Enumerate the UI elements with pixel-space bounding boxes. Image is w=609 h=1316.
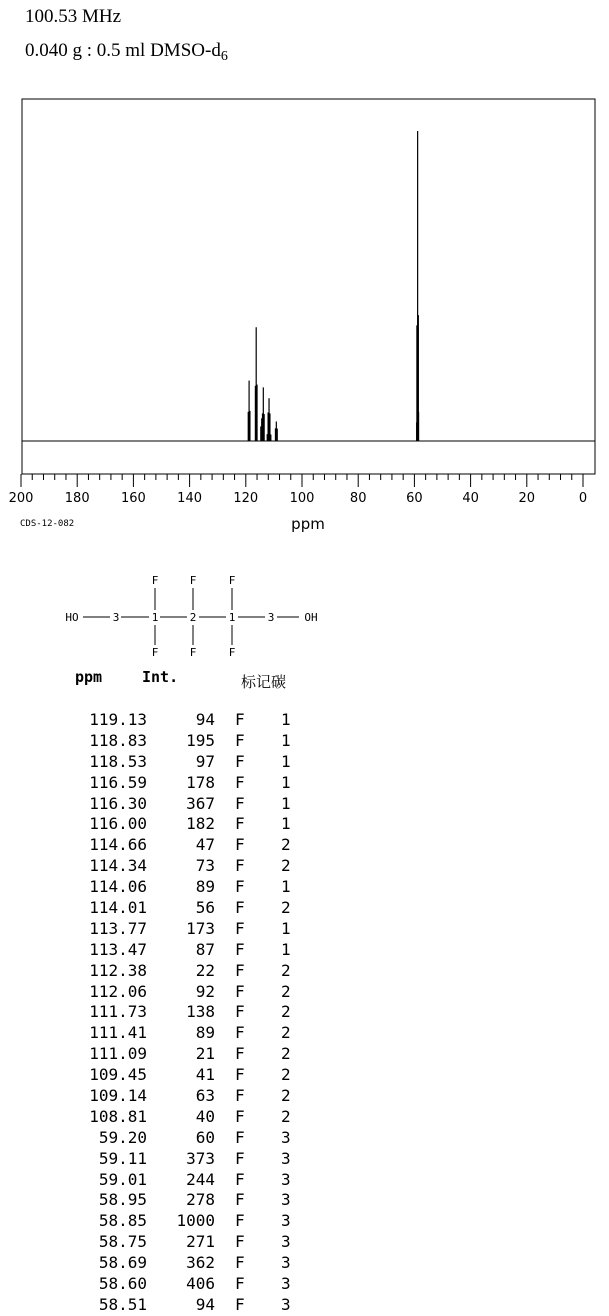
cell-carbon: 1 (281, 772, 291, 792)
table-row (75, 856, 315, 877)
cell-ppm: 59.20 (98, 1127, 147, 1147)
table-row (75, 1023, 315, 1044)
cell-intensity: 21 (195, 1044, 215, 1064)
cell-ppm: 59.01 (98, 1169, 147, 1189)
carbon-atom: 2 (189, 611, 197, 624)
cell-intensity: 1000 (176, 1211, 215, 1231)
cell-carbon: 2 (281, 1044, 291, 1064)
cell-carbon: 3 (281, 1148, 291, 1168)
cell-ppm: 116.30 (89, 793, 147, 813)
cell-substituent: F (235, 1044, 245, 1064)
cell-ppm: 112.06 (89, 981, 147, 1001)
table-row (75, 982, 315, 1003)
cell-substituent: F (235, 1294, 245, 1314)
cell-intensity: 60 (195, 1127, 215, 1147)
cell-substituent: F (235, 1253, 245, 1273)
cell-carbon: 1 (281, 730, 291, 750)
table-row (75, 752, 315, 773)
cell-substituent: F (235, 1023, 245, 1043)
fluorine-atom: F (189, 574, 197, 587)
cell-ppm: 116.00 (89, 814, 147, 834)
cell-intensity: 367 (186, 793, 215, 813)
cell-substituent: F (235, 960, 245, 980)
cell-intensity: 278 (186, 1190, 215, 1210)
cell-carbon: 2 (281, 1023, 291, 1043)
table-row (75, 919, 315, 940)
cell-substituent: F (235, 751, 245, 771)
column-header-intensity: Int. (142, 668, 179, 686)
cell-carbon: 2 (281, 1106, 291, 1126)
cell-ppm: 113.47 (89, 939, 147, 959)
x-tick-label: 200 (8, 491, 34, 506)
cell-carbon: 3 (281, 1169, 291, 1189)
cell-intensity: 92 (195, 981, 215, 1001)
cell-carbon: 1 (281, 710, 291, 729)
cell-carbon: 3 (281, 1127, 291, 1147)
table-row (75, 794, 315, 815)
cell-ppm: 112.38 (89, 960, 147, 980)
cell-intensity: 97 (195, 751, 215, 771)
x-tick-label: 80 (349, 491, 367, 506)
cell-carbon: 2 (281, 835, 291, 855)
peak-table (75, 710, 315, 1316)
cell-carbon: 3 (281, 1211, 291, 1231)
cell-ppm: 109.14 (89, 1086, 147, 1106)
fluorine-atom: F (228, 574, 236, 587)
cell-intensity: 63 (195, 1086, 215, 1106)
table-row (75, 1190, 315, 1211)
cell-carbon: 2 (281, 856, 291, 876)
sample-text: 0.040 g : 0.5 ml DMSO-d (25, 40, 221, 61)
table-row (75, 773, 315, 794)
cell-intensity: 138 (186, 1002, 215, 1022)
table-row (75, 731, 315, 752)
cell-ppm: 118.83 (89, 730, 147, 750)
cell-intensity: 89 (195, 1023, 215, 1043)
cell-intensity: 22 (195, 960, 215, 980)
cell-ppm: 58.75 (98, 1232, 147, 1252)
cell-intensity: 373 (186, 1148, 215, 1168)
table-row (75, 710, 315, 731)
carbon-atom: 3 (267, 611, 275, 624)
cell-ppm: 114.34 (89, 856, 147, 876)
cell-carbon: 3 (281, 1190, 291, 1210)
cell-carbon: 2 (281, 981, 291, 1001)
carbon-atom: 1 (151, 611, 159, 624)
table-row (75, 1232, 315, 1253)
cell-ppm: 59.11 (98, 1148, 147, 1168)
cell-substituent: F (235, 1086, 245, 1106)
cell-intensity: 244 (186, 1169, 215, 1189)
cell-ppm: 111.41 (89, 1023, 147, 1043)
table-row (75, 1107, 315, 1128)
hydroxyl-left: HO (65, 611, 79, 624)
cell-substituent: F (235, 1274, 245, 1294)
cell-carbon: 2 (281, 1065, 291, 1085)
cell-substituent: F (235, 710, 245, 729)
table-row (75, 1149, 315, 1170)
table-row (75, 1211, 315, 1232)
cell-intensity: 94 (195, 1294, 215, 1314)
cell-substituent: F (235, 1148, 245, 1168)
cell-intensity: 271 (186, 1232, 215, 1252)
cell-substituent: F (235, 939, 245, 959)
table-row (75, 940, 315, 961)
cell-carbon: 1 (281, 793, 291, 813)
table-row (75, 961, 315, 982)
table-row (75, 1002, 315, 1023)
cell-substituent: F (235, 1190, 245, 1210)
cell-ppm: 109.45 (89, 1065, 147, 1085)
table-row (75, 877, 315, 898)
cell-ppm: 58.95 (98, 1190, 147, 1210)
cell-intensity: 94 (195, 710, 215, 729)
x-tick-label: 0 (578, 491, 588, 506)
table-row (75, 1128, 315, 1149)
cell-carbon: 1 (281, 939, 291, 959)
column-header-ppm: ppm (75, 668, 103, 686)
cell-intensity: 362 (186, 1253, 215, 1273)
cell-ppm: 118.53 (89, 751, 147, 771)
cell-intensity: 178 (186, 772, 215, 792)
x-tick-label: 120 (233, 491, 259, 506)
cell-carbon: 1 (281, 751, 291, 771)
x-tick-label: 160 (120, 491, 146, 506)
cell-intensity: 406 (186, 1274, 215, 1294)
cell-substituent: F (235, 1211, 245, 1231)
cell-intensity: 41 (195, 1065, 215, 1085)
cell-ppm: 119.13 (89, 710, 147, 729)
table-row (75, 1044, 315, 1065)
table-row (75, 835, 315, 856)
cell-intensity: 89 (195, 877, 215, 897)
cell-substituent: F (235, 835, 245, 855)
x-tick-label: 140 (177, 491, 203, 506)
cell-ppm: 111.09 (89, 1044, 147, 1064)
cell-carbon: 1 (281, 918, 291, 938)
cell-substituent: F (235, 1127, 245, 1147)
x-tick-label: 20 (518, 491, 536, 506)
cell-ppm: 58.85 (98, 1211, 147, 1231)
cell-carbon: 3 (281, 1294, 291, 1314)
cell-substituent: F (235, 1002, 245, 1022)
cell-substituent: F (235, 1169, 245, 1189)
cell-carbon: 2 (281, 898, 291, 918)
cell-carbon: 2 (281, 960, 291, 980)
spectrometer-frequency: 100.53 MHz (25, 6, 122, 27)
cell-substituent: F (235, 1106, 245, 1126)
cell-carbon: 2 (281, 1086, 291, 1106)
cell-ppm: 114.01 (89, 898, 147, 918)
cell-intensity: 182 (186, 814, 215, 834)
x-axis-label: ppm (291, 515, 325, 533)
x-tick-label: 60 (406, 491, 423, 506)
table-row (75, 898, 315, 919)
cell-intensity: 56 (195, 898, 215, 918)
spectrum-code: CDS-12-082 (20, 519, 75, 529)
cell-ppm: 111.73 (89, 1002, 147, 1022)
cell-intensity: 195 (186, 730, 215, 750)
sample-subscript: 6 (220, 49, 228, 64)
cell-substituent: F (235, 898, 245, 918)
hydroxyl-right: OH (304, 611, 318, 624)
cell-substituent: F (235, 918, 245, 938)
cell-carbon: 3 (281, 1274, 291, 1294)
table-row (75, 1253, 315, 1274)
cell-ppm: 116.59 (89, 772, 147, 792)
cell-substituent: F (235, 772, 245, 792)
table-row (75, 1295, 315, 1316)
cell-carbon: 3 (281, 1253, 291, 1273)
x-tick-label: 100 (289, 491, 315, 506)
cell-intensity: 173 (186, 918, 215, 938)
fluorine-atom: F (228, 646, 236, 659)
cell-intensity: 73 (195, 856, 215, 876)
cell-carbon: 3 (281, 1232, 291, 1252)
table-row (75, 1170, 315, 1191)
cell-carbon: 1 (281, 877, 291, 897)
x-tick-label: 40 (462, 491, 479, 506)
carbon-atom: 3 (112, 611, 120, 624)
cell-substituent: F (235, 793, 245, 813)
table-row (75, 1065, 315, 1086)
fluorine-atom: F (151, 646, 159, 659)
table-row (75, 814, 315, 835)
x-tick-label: 180 (64, 491, 90, 506)
cell-ppm: 58.51 (98, 1294, 147, 1314)
cell-ppm: 113.77 (89, 918, 147, 938)
fluorine-atom: F (151, 574, 159, 587)
carbon-atom: 1 (228, 611, 236, 624)
cell-carbon: 1 (281, 814, 291, 834)
fluorine-atom: F (189, 646, 197, 659)
cell-substituent: F (235, 1232, 245, 1252)
column-header-labeled-carbon: 标记碳 (241, 673, 287, 691)
cell-substituent: F (235, 730, 245, 750)
table-row (75, 1274, 315, 1295)
table-row (75, 1086, 315, 1107)
cell-intensity: 87 (195, 939, 215, 959)
cell-substituent: F (235, 814, 245, 834)
cell-substituent: F (235, 981, 245, 1001)
cell-ppm: 58.69 (98, 1253, 147, 1273)
cell-substituent: F (235, 877, 245, 897)
cell-intensity: 47 (195, 835, 215, 855)
cell-ppm: 114.66 (89, 835, 147, 855)
cell-ppm: 108.81 (89, 1106, 147, 1126)
cell-carbon: 2 (281, 1002, 291, 1022)
cell-ppm: 58.60 (98, 1274, 147, 1294)
cell-substituent: F (235, 856, 245, 876)
cell-intensity: 40 (195, 1106, 215, 1126)
cell-substituent: F (235, 1065, 245, 1085)
cell-ppm: 114.06 (89, 877, 147, 897)
